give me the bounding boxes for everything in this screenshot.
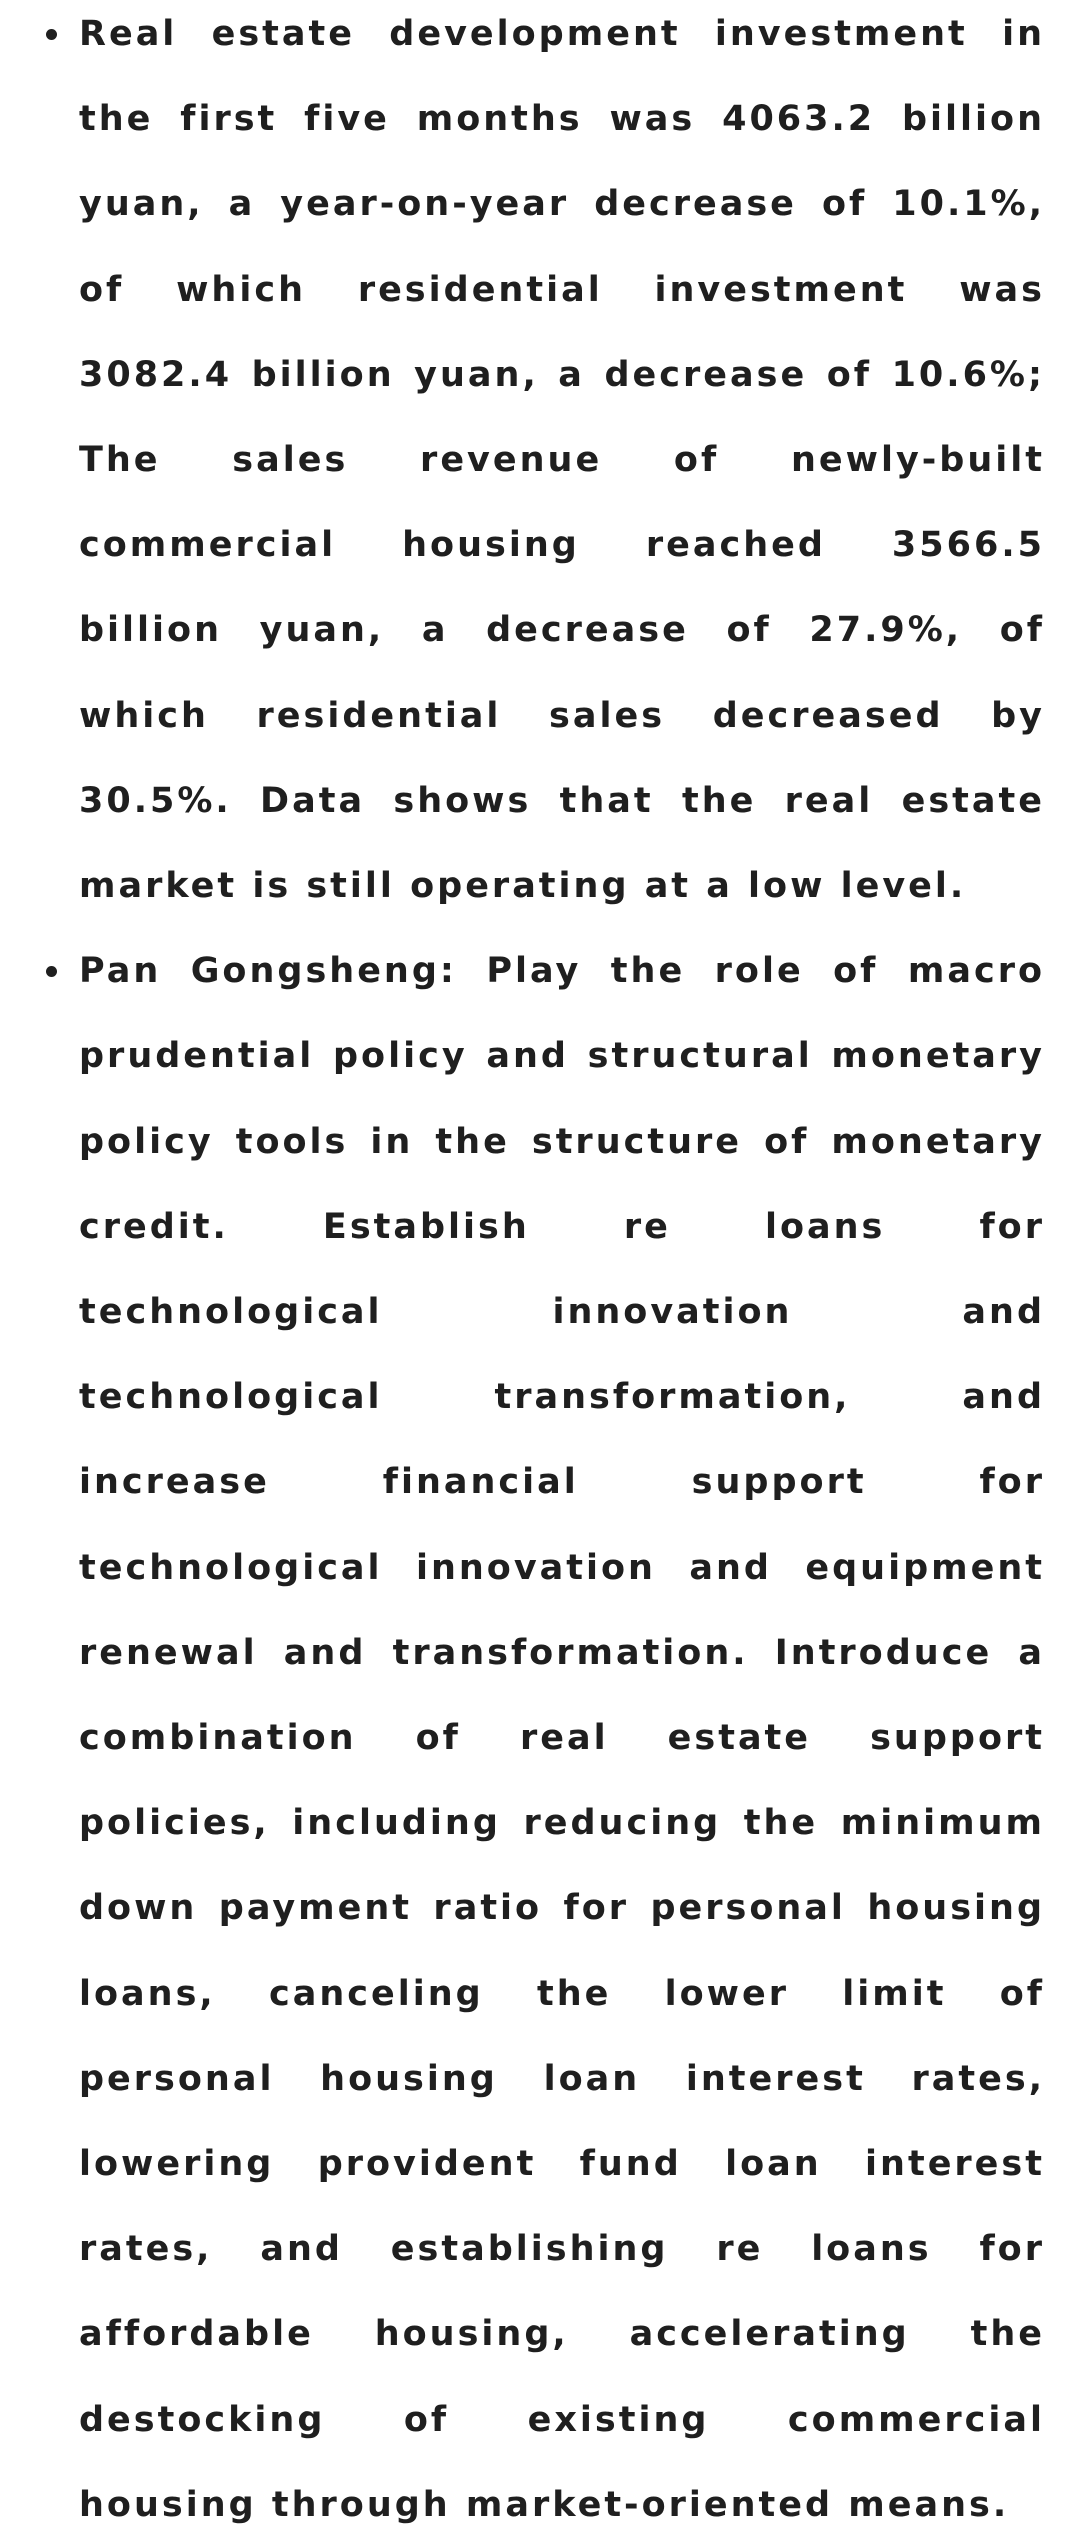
- list-item: [0, 929, 1072, 2548]
- bullet-icon: [46, 966, 57, 977]
- list-item: [0, 0, 1072, 929]
- list-item-text: Pan Gongsheng: Play the role of macro prudential policy and structural monetary policy tools in the structure of monetary credit. Establish re loans for technological innovation and technological transformation, and increase financial support for technological innovation and equipment renewal and transformation. Introduce a combination of real estate support policies, including reducing the minimum down payment ratio for personal housing loans, canceling the lower limit of personal housing loan interest rates, lowering provident fund loan interest rates, and establishing re loans for affordable housing, accelerating the destocking of existing commercial housing through market-oriented means.: [79, 951, 1045, 2525]
- list-item-text: Real estate development investment in the first five months was 4063.2 billion yuan, a year-on-year decrease of 10.1%, of which residential investment was 3082.4 billion yuan, a decrease of 10.6%; The sales revenue of newly-built commercial housing reached 3566.5 billion yuan, a decrease of 27.9%, of which residential sales decreased by 30.5%. Data shows that the real estate market is still operating at a low level.: [79, 14, 1045, 907]
- bullet-icon: [46, 29, 57, 40]
